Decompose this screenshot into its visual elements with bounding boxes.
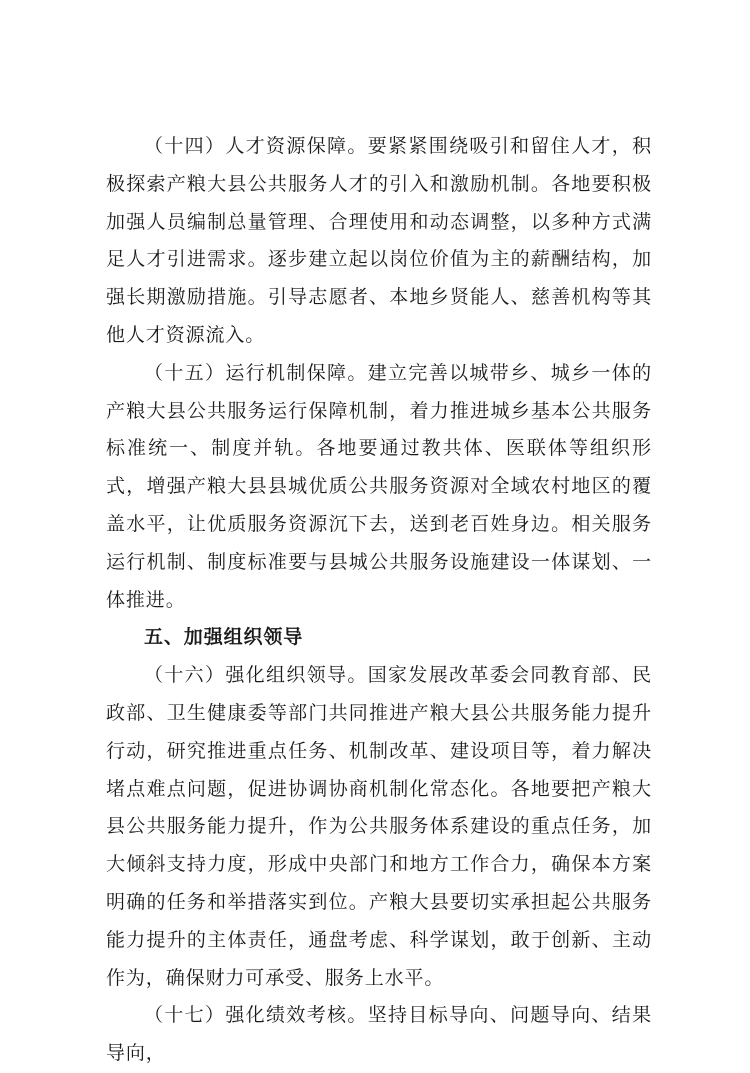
paragraph-body: 建立完善以城带乡、城乡一体的产粮大县公共服务运行保障机制，着力推进城乡基本公共服务标准统一、制度并轨。各地要通过教共体、医联体等组织形式，增强产粮大县县城优质公共服务资源对全域农村地区的覆盖水平，让优质服务资源沉下去，送到老百姓身边。相关服务运行机制、制度标准要与县城公共服务设施建设一体谋划、一体推进。 xyxy=(106,361,652,611)
paragraph-lead: （十六）强化组织领导。 xyxy=(144,664,368,687)
paragraph-lead: （十七）强化绩效考核。 xyxy=(144,1004,368,1027)
paragraph-lead: （十五）运行机制保障。 xyxy=(144,361,368,384)
paragraph-body: 要紧紧围绕吸引和留住人才，积极探索产粮大县公共服务人才的引入和激励机制。各地要积极加强人员编制总量管理、合理使用和动态调整，以多种方式满足人才引进需求。逐步建立起以岗位价值为主的薪酬结构，加强长期激励措施。引导志愿者、本地乡贤能人、慈善机构等其他人才资源流入。 xyxy=(106,135,652,346)
paragraph-body: 坚持目标导向、问题导向、结果导向， xyxy=(106,1004,652,1065)
paragraph-organization-leadership xyxy=(106,657,652,997)
paragraph-performance-assessment xyxy=(106,997,652,1073)
paragraph-operation-mechanism xyxy=(106,355,652,620)
section-heading: 五、加强组织领导 xyxy=(144,626,304,649)
paragraph-talent-support xyxy=(106,128,652,355)
document-page xyxy=(106,128,652,1073)
paragraph-lead: （十四）人才资源保障。 xyxy=(144,135,368,157)
paragraph-body: 国家发展改革委会同教育部、民政部、卫生健康委等部门共同推进产粮大县公共服务能力提升行动，研究推进重点任务、机制改革、建设项目等，着力解决堵点难点问题，促进协调协商机制化常态化。各地要把产粮大县公共服务能力提升，作为公共服务体系建设的重点任务，加大倾斜支持力度，形成中央部门和地方工作合力，确保本方案明确的任务和举措落实到位。产粮大县要切实承担起公共服务能力提升的主体责任，通盘考虑、科学谋划，敢于创新、主动作为，确保财力可承受、服务上水平。 xyxy=(106,664,652,989)
